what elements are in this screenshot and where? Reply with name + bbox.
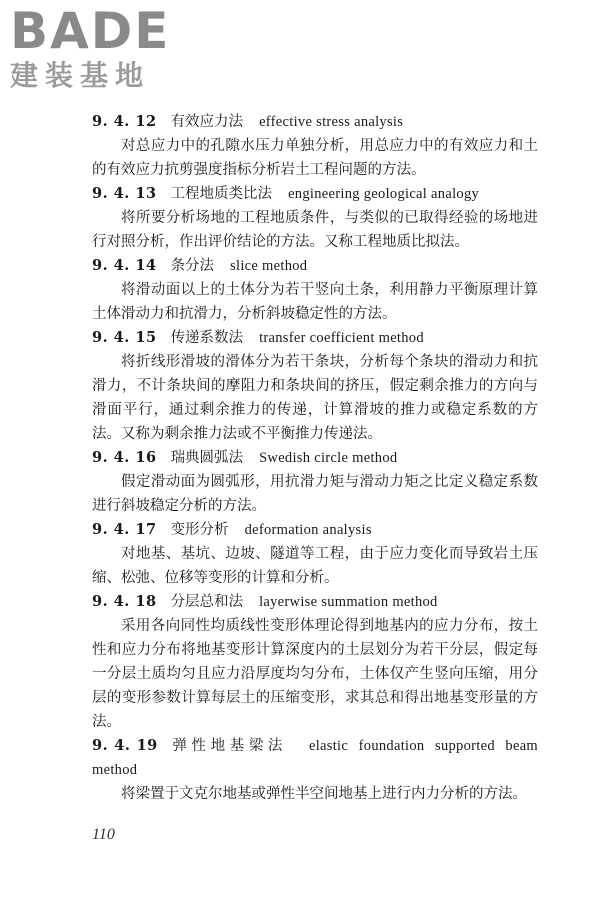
- entry-number: 9. 4. 17: [92, 521, 157, 538]
- entry-definition: 对地基、基坑、边坡、隧道等工程，由于应力变化而导致岩土压缩、松弛、位移等变形的计算和分析。: [92, 546, 538, 586]
- glossary-content: [92, 110, 538, 806]
- entry-number: 9. 4. 15: [92, 329, 157, 346]
- entry-term-cn: 传递系数法: [170, 330, 244, 346]
- entry-number: 9. 4. 16: [92, 449, 157, 466]
- logo-text-en: BADE: [10, 2, 171, 60]
- entry-term-en: transfer coefficient method: [259, 330, 424, 346]
- entry-term-en: Swedish circle method: [259, 450, 398, 466]
- entry-number: 9. 4. 13: [92, 185, 157, 202]
- entry-9-4-13: [92, 182, 538, 254]
- entry-heading: [92, 518, 538, 542]
- entry-definition: 将所要分析场地的工程地质条件，与类似的已取得经验的场地进行对照分析，作出评价结论的方法。又称工程地质比拟法。: [92, 210, 538, 250]
- entry-heading: [92, 182, 538, 206]
- entry-heading: [92, 446, 538, 470]
- entry-term-en: effective stress analysis: [259, 114, 404, 130]
- entry-definition: 采用各向同性均质线性变形体理论得到地基内的应力分布，按土性和应力分布将地基变形计算深度内的土层划分为若干分层，假定每一分层土质均匀且应力沿厚度均匀分布，土体仅产生竖向压缩，用分层的变形参数计算每层土的压缩变形，求其总和得出地基变形量的方法。: [92, 618, 538, 730]
- entry-term-cn: 弹性地基梁法: [171, 738, 287, 754]
- entry-term-en: deformation analysis: [244, 522, 372, 538]
- entry-heading: [92, 326, 538, 350]
- entry-term-cn: 分层总和法: [170, 594, 244, 610]
- entry-term-cn: 工程地质类比法: [170, 186, 273, 202]
- entry-number: 9. 4. 14: [92, 257, 157, 274]
- entry-term-cn: 条分法: [170, 258, 215, 274]
- logo-text-cn: 建装基地: [10, 59, 151, 92]
- entry-9-4-17: [92, 518, 538, 590]
- page-number: 110: [92, 826, 115, 843]
- entry-term-en: engineering geological analogy: [288, 186, 480, 202]
- entry-number: 9. 4. 18: [92, 593, 157, 610]
- entry-definition: 假定滑动面为圆弧形，用抗滑力矩与滑动力矩之比定义稳定系数进行斜坡稳定分析的方法。: [92, 474, 538, 514]
- entry-heading: [92, 110, 538, 134]
- entry-9-4-14: [92, 254, 538, 326]
- entry-term-en: elastic foundation supported beam method: [92, 738, 539, 778]
- entry-number: 9. 4. 12: [92, 113, 157, 130]
- entry-definition: 对总应力中的孔隙水压力单独分析，用总应力中的有效应力和土的有效应力抗剪强度指标分析岩土工程问题的方法。: [92, 138, 538, 178]
- entry-heading: [92, 734, 538, 782]
- entry-number: 9. 4. 19: [92, 737, 158, 754]
- entry-9-4-18: [92, 590, 538, 734]
- entry-9-4-15: [92, 326, 538, 446]
- entry-9-4-16: [92, 446, 538, 518]
- entry-9-4-12: [92, 110, 538, 182]
- entry-term-cn: 有效应力法: [170, 114, 244, 130]
- bade-logo: [10, 2, 180, 92]
- entry-heading: [92, 254, 538, 278]
- entry-heading: [92, 590, 538, 614]
- entry-term-cn: 变形分析: [170, 522, 229, 538]
- entry-definition: 将折线形滑坡的滑体分为若干条块，分析每个条块的滑动力和抗滑力，不计条块间的摩阻力和条块间的挤压，假定剩余推力的方向与滑面平行，通过剩余推力的传递，计算滑坡的推力或稳定系数的方法。又称为剩余推力法或不平衡推力传递法。: [92, 354, 538, 442]
- entry-definition: 将梁置于文克尔地基或弹性半空间地基上进行内力分析的方法。: [121, 786, 527, 802]
- entry-term-en: layerwise summation method: [259, 594, 438, 610]
- entry-9-4-19: [92, 734, 538, 806]
- entry-definition: 将滑动面以上的土体分为若干竖向土条，利用静力平衡原理计算土体滑动力和抗滑力，分析斜坡稳定性的方法。: [92, 282, 538, 322]
- entry-term-cn: 瑞典圆弧法: [170, 450, 244, 466]
- entry-term-en: slice method: [230, 258, 308, 274]
